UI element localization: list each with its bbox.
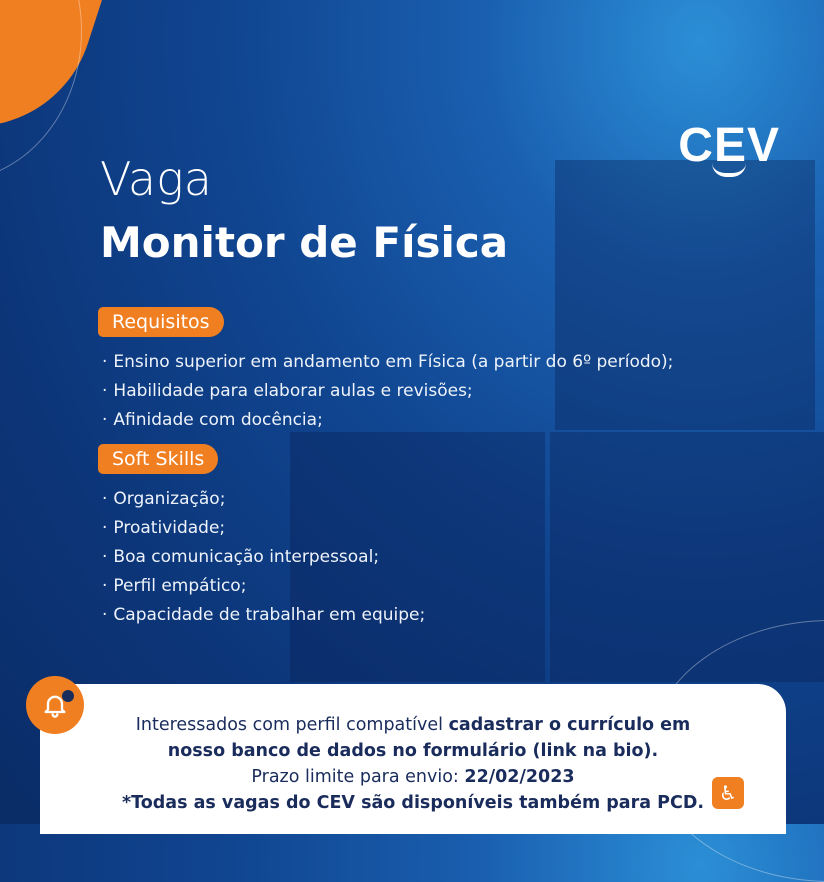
footer-line2: nosso banco de dados no formulário (link na bio). [167, 741, 659, 761]
list-item: · Habilidade para elaborar aulas e revisões; [102, 377, 673, 406]
list-item: · Organização; [102, 485, 425, 514]
footer-line3-regular: Prazo limite para envio: [251, 767, 465, 787]
list-item: · Perfil empático; [102, 572, 425, 601]
requisitos-badge: Requisitos [98, 307, 224, 337]
bell-icon [26, 676, 84, 734]
decorative-arc [0, 0, 82, 182]
footer-line4: *Todas as vagas do CEV são disponíveis também para PCD. [121, 793, 704, 813]
list-item: · Proatividade; [102, 514, 425, 543]
list-item: · Boa comunicação interpessoal; [102, 543, 425, 572]
requisitos-list [102, 348, 673, 435]
footer-line1-regular: Interessados com perfil compatível [135, 715, 449, 735]
list-item: · Ensino superior em andamento em Física (a partir do 6º período); [102, 348, 673, 377]
list-item: · Capacidade de trabalhar em equipe; [102, 601, 425, 630]
footer-text [40, 712, 786, 816]
soft-skills-badge: Soft Skills [98, 444, 218, 474]
list-item: · Afinidade com docência; [102, 406, 673, 435]
deadline-date: 22/02/2023 [464, 767, 575, 787]
wheelchair-icon: ♿ [712, 777, 744, 809]
notification-dot [62, 690, 74, 702]
logo-text: CEV [678, 119, 780, 172]
title-job: Monitor de Física [100, 218, 509, 267]
cev-logo [678, 118, 780, 177]
soft-skills-list [102, 485, 425, 630]
footer-line1-bold: cadastrar o currículo em [448, 715, 691, 735]
title-vaga: Vaga [100, 152, 212, 206]
